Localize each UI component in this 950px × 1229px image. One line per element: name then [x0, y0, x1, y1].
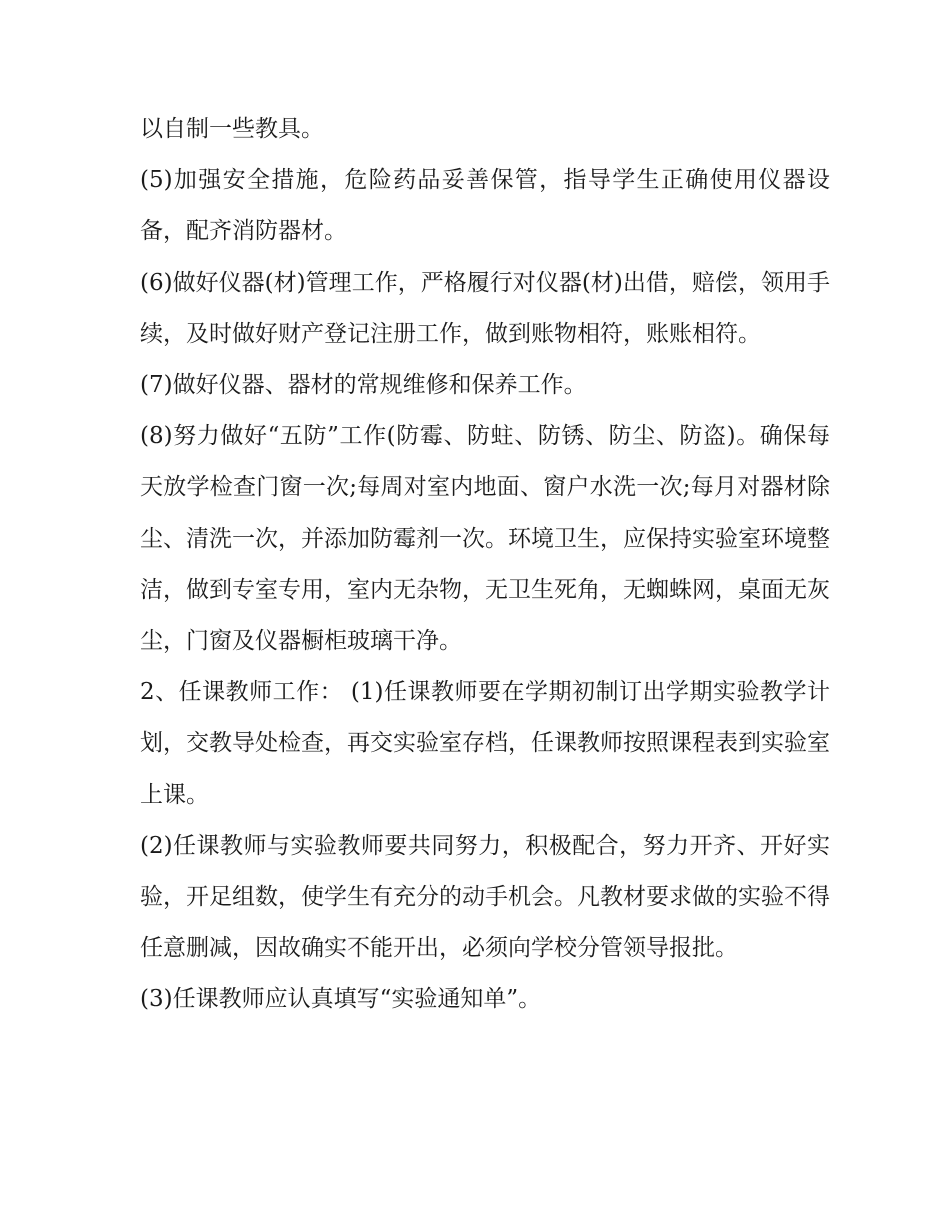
paragraph-section-2-item-2: (2)任课教师与实验教师要共同努力，积极配合，努力开齐、开好实验，开足组数，使学生有充分的动手机会。凡教材要求做的实验不得任意删减，因故确实不能开出，必须向学校分管领导报批。 — [140, 832, 830, 962]
paragraph-item-5: (5)加强安全措施，危险药品妥善保管，指导学生正确使用仪器设备，配齐消防器材。 — [140, 167, 830, 245]
paragraph-item-8: (8)努力做好“五防”工作(防霉、防蛀、防锈、防尘、防盗)。确保每天放学检查门窗一次;每周对室内地面、窗户水洗一次;每月对器材除尘、清洗一次，并添加防霉剂一次。环境卫生，应保持实验室环境整洁，做到专室专用，室内无杂物，无卫生死角，无蜘蛛网，桌面无灰尘，门窗及仪器橱柜玻璃干净。 — [140, 423, 830, 655]
paragraph-section-2-item-3: (3)任课教师应认真填写“实验通知单”。 — [140, 986, 542, 1013]
paragraph-section-2: 2、任课教师工作： (1)任课教师要在学期初制订出学期实验教学计划，交教导处检查，再交实验室存档，任课教师按照课程表到实验室上课。 — [140, 679, 830, 808]
paragraph-continuation: 以自制一些教具。 — [140, 116, 324, 142]
paragraph-item-7: (7)做好仪器、器材的常规维修和保养工作。 — [140, 372, 587, 399]
paragraph-item-6: (6)做好仪器(材)管理工作，严格履行对仪器(材)出借，赔偿，领用手续，及时做好财产登记注册工作，做到账物相符，账账相符。 — [140, 269, 830, 347]
document-body — [140, 104, 830, 1026]
